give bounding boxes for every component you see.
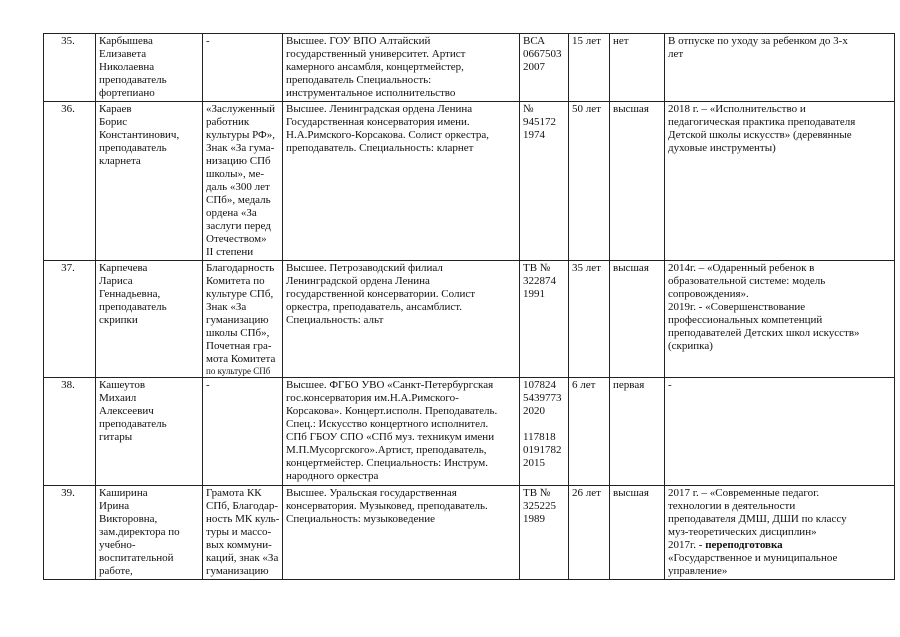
experience-cell: 26 лет [569, 486, 610, 580]
employee-name-line: учебно- [99, 539, 136, 551]
category-cell: высшая [610, 102, 665, 261]
employee-name-line: воспитательной [99, 552, 174, 564]
awards-cell-line: - [206, 35, 210, 47]
training-cell [665, 378, 895, 486]
diploma-cell-line: 107824 [523, 379, 556, 391]
education-cell-line: Н.А.Римского-Корсакова. Солист оркестра, [286, 129, 490, 141]
training-cell-line: преподавателей Детских школ искусств» [668, 327, 860, 339]
diploma-cell-line: 945172 [523, 116, 556, 128]
employee-name-line: Михаил [99, 392, 137, 404]
awards-cell-line: «Заслуженный [206, 103, 276, 115]
diploma-cell [520, 261, 569, 378]
employee-name-line: работе, [99, 565, 133, 577]
awards-cell-line: вых коммуни- [206, 539, 272, 551]
row-number: 36. [44, 102, 96, 261]
education-cell-line: Высшее. ГОУ ВПО Алтайский [286, 35, 431, 47]
diploma-cell-line: ТВ № [523, 262, 551, 274]
education-cell-line: Спец.: Искусство концертного исполнител. [286, 418, 489, 430]
awards-cell-line: СПб, Благодар- [206, 500, 278, 512]
diploma-cell-line: № [523, 103, 534, 115]
diploma-cell [520, 378, 569, 486]
education-cell [283, 261, 520, 378]
experience-cell: 50 лет [569, 102, 610, 261]
training-cell-line: сопровождения». [668, 288, 749, 300]
education-cell-line: Высшее. Петрозаводский филиал [286, 262, 443, 274]
training-cell-line: переподготовка [705, 539, 783, 551]
row-number: 37. [44, 261, 96, 378]
diploma-cell-line: 5439773 [523, 392, 562, 404]
awards-cell-line: Благодарность [206, 262, 275, 274]
experience-cell: 35 лет [569, 261, 610, 378]
employee-name-line: преподаватель [99, 418, 167, 430]
employee-name-line: Лариса [99, 275, 133, 287]
training-cell [665, 486, 895, 580]
awards-cell-line: культуры РФ», [206, 129, 275, 141]
education-cell-line: преподаватель Специальность: [286, 74, 432, 86]
table-row [44, 34, 895, 102]
row-number: 38. [44, 378, 96, 486]
employee-name [96, 486, 203, 580]
awards-cell-line: - [206, 379, 210, 391]
diploma-cell [520, 486, 569, 580]
education-cell-line: Корсакова». Концерт.исполн. Преподаватель. [286, 405, 498, 417]
awards-cell-line: школы», ме- [206, 168, 264, 180]
employee-name-line: кларнета [99, 155, 141, 167]
table-row [44, 102, 895, 261]
training-cell [665, 34, 895, 102]
awards-cell-line: мота Комитета [206, 353, 276, 365]
education-cell-line: Ленинградской ордена Ленина [286, 275, 430, 287]
employee-name-line: зам.директора по [99, 526, 180, 538]
employee-name-line: Карбышева [99, 35, 153, 47]
awards-cell-line: культуре СПб, [206, 288, 274, 300]
diploma-cell [520, 34, 569, 102]
employee-name [96, 261, 203, 378]
training-cell-line: - [668, 379, 672, 391]
awards-cell-line: гуманизацию [206, 314, 269, 326]
diploma-cell-line: 1989 [523, 513, 545, 525]
awards-cell-line: Знак «За гума- [206, 142, 275, 154]
education-cell-line: Специальность: альт [286, 314, 384, 326]
training-cell-line: преподавателя ДМШ, ДШИ по классу [668, 513, 847, 525]
awards-cell-line: низацию СПб [206, 155, 271, 167]
row-number: 39. [44, 486, 96, 580]
awards-cell-line: СПб», медаль [206, 194, 271, 206]
diploma-cell-line: 322874 [523, 275, 556, 287]
education-cell-line: народного оркестра [286, 470, 379, 482]
awards-cell [203, 486, 283, 580]
training-cell-line: В отпуске по уходу за ребенком до 3-х [668, 35, 848, 47]
employee-name-line: Константинович, [99, 129, 180, 141]
diploma-cell-line: 117818 [523, 431, 556, 443]
diploma-cell [520, 102, 569, 261]
awards-cell-line: II степени [206, 246, 254, 258]
training-cell-line: технологии в деятельности [668, 500, 796, 512]
employee-name-line: Борис [99, 116, 128, 128]
education-cell-line: оркестра, преподаватель, ансамблист. [286, 301, 463, 313]
training-cell-line: управление» [668, 565, 728, 577]
diploma-cell-line: 0667503 [523, 48, 562, 60]
employee-name [96, 102, 203, 261]
diploma-cell-line: 2007 [523, 61, 545, 73]
employee-name-line: Каширина [99, 487, 148, 499]
category-cell: первая [610, 378, 665, 486]
training-cell-line: духовые инструменты) [668, 142, 776, 154]
experience-cell: 15 лет [569, 34, 610, 102]
category-cell: высшая [610, 486, 665, 580]
diploma-cell-line: 0191782 [523, 444, 562, 456]
training-cell [665, 261, 895, 378]
table-row [44, 486, 895, 580]
awards-cell-line: туры и массо- [206, 526, 272, 538]
education-cell-line: М.П.Мусоргского».Артист, преподаватель, [286, 444, 487, 456]
category-cell: высшая [610, 261, 665, 378]
employee-name-line: преподаватель [99, 74, 167, 86]
employee-name-line: преподаватель [99, 301, 167, 313]
employee-name-line: преподаватель [99, 142, 167, 154]
training-cell-line [668, 539, 891, 552]
diploma-cell-line: 1974 [523, 129, 545, 141]
training-cell [665, 102, 895, 261]
training-cell-line: 2018 г. – «Исполнительство и [668, 103, 806, 115]
education-cell-line: государственной консерватории. Солист [286, 288, 476, 300]
training-cell-line: педагогическая практика преподавателя [668, 116, 856, 128]
education-cell-line: Высшее. Уральская государственная [286, 487, 457, 499]
awards-cell-line: Грамота КК [206, 487, 262, 499]
training-cell-line: 2019г. - «Совершенствование [668, 301, 806, 313]
training-cell-line: лет [668, 48, 684, 60]
experience-cell: 6 лет [569, 378, 610, 486]
education-cell-line: инструментальное исполнительство [286, 87, 456, 99]
education-cell [283, 34, 520, 102]
education-cell-line: Высшее. ФГБО УВО «Санкт-Петербургская [286, 379, 494, 391]
education-cell [283, 102, 520, 261]
awards-cell-line: Комитета по [206, 275, 265, 287]
employee-name-line: Алексеевич [99, 405, 154, 417]
education-cell-line: камерного ансамбля, концертмейстер, [286, 61, 464, 73]
employee-name [96, 34, 203, 102]
education-cell-line: СПб ГБОУ СПО «СПб муз. техникум имени [286, 431, 495, 443]
training-cell-line: Детской школы искусств» (деревянные [668, 129, 852, 141]
awards-cell-line: Знак «За [206, 301, 247, 313]
education-cell-line: консерватория. Музыковед, преподаватель. [286, 500, 488, 512]
awards-cell-line: Почетная гра- [206, 340, 272, 352]
education-cell-line: концертмейстер. Специальность: Инструм. [286, 457, 489, 469]
diploma-cell-line: ВСА [523, 35, 546, 47]
employee-name-line: Николаевна [99, 61, 155, 73]
awards-cell-line: заслуги перед [206, 220, 271, 232]
education-cell-line: государственный университет. Артист [286, 48, 466, 60]
diploma-cell-line: ТВ № [523, 487, 551, 499]
diploma-cell-line [523, 418, 565, 431]
diploma-cell-line: 1991 [523, 288, 545, 300]
training-cell-line: муз-теоретических дисциплин» [668, 526, 817, 538]
education-cell-line: Высшее. Ленинградская ордена Ленина [286, 103, 473, 115]
table-row [44, 378, 895, 486]
awards-cell [203, 261, 283, 378]
awards-cell-line: гуманизацию [206, 565, 269, 577]
education-cell-line: гос.консерватория им.Н.А.Римского- [286, 392, 459, 404]
awards-cell [203, 34, 283, 102]
training-cell-line: 2017г. - [668, 539, 706, 551]
table-row [44, 261, 895, 378]
employee-name-line: скрипки [99, 314, 138, 326]
awards-cell-line: каций, знак «За [206, 552, 279, 564]
category-cell: нет [610, 34, 665, 102]
diploma-cell-line: 325225 [523, 500, 556, 512]
employee-name-line: Кашеутов [99, 379, 146, 391]
education-cell-line: Государственная консерватория имени. [286, 116, 470, 128]
training-cell-line: профессиональных компетенций [668, 314, 823, 326]
employee-name-line: фортепиано [99, 87, 155, 99]
awards-cell-line: по культуре СПб [206, 366, 271, 376]
awards-cell [203, 378, 283, 486]
awards-cell-line: Отечеством» [206, 233, 267, 245]
training-cell-line: 2014г. – «Одаренный ребенок в [668, 262, 815, 274]
employee-name [96, 378, 203, 486]
employee-name-line: Ирина [99, 500, 130, 512]
staff-table [43, 33, 895, 580]
diploma-cell-line: 2015 [523, 457, 545, 469]
employee-name-line: Геннадьевна, [99, 288, 161, 300]
awards-cell-line: ность МК куль- [206, 513, 280, 525]
diploma-cell-line: 2020 [523, 405, 545, 417]
education-cell [283, 486, 520, 580]
employee-name-line: Викторовна, [99, 513, 158, 525]
employee-name-line: Елизавета [99, 48, 147, 60]
education-cell [283, 378, 520, 486]
awards-cell [203, 102, 283, 261]
awards-cell-line: работник [206, 116, 250, 128]
education-cell-line: Специальность: музыковедение [286, 513, 436, 525]
training-cell-line: 2017 г. – «Современные педагог. [668, 487, 820, 499]
employee-name-line: Караев [99, 103, 132, 115]
employee-name-line: гитары [99, 431, 133, 443]
awards-cell-line: ордена «За [206, 207, 257, 219]
row-number: 35. [44, 34, 96, 102]
awards-cell-line: школы СПб», [206, 327, 270, 339]
training-cell-line: «Государственное и муниципальное [668, 552, 838, 564]
training-cell-line: (скрипка) [668, 340, 713, 352]
awards-cell-line: даль «300 лет [206, 181, 270, 193]
training-cell-line: образовательной системе: модель [668, 275, 826, 287]
education-cell-line: преподаватель. Специальность: кларнет [286, 142, 474, 154]
employee-name-line: Карпечева [99, 262, 148, 274]
